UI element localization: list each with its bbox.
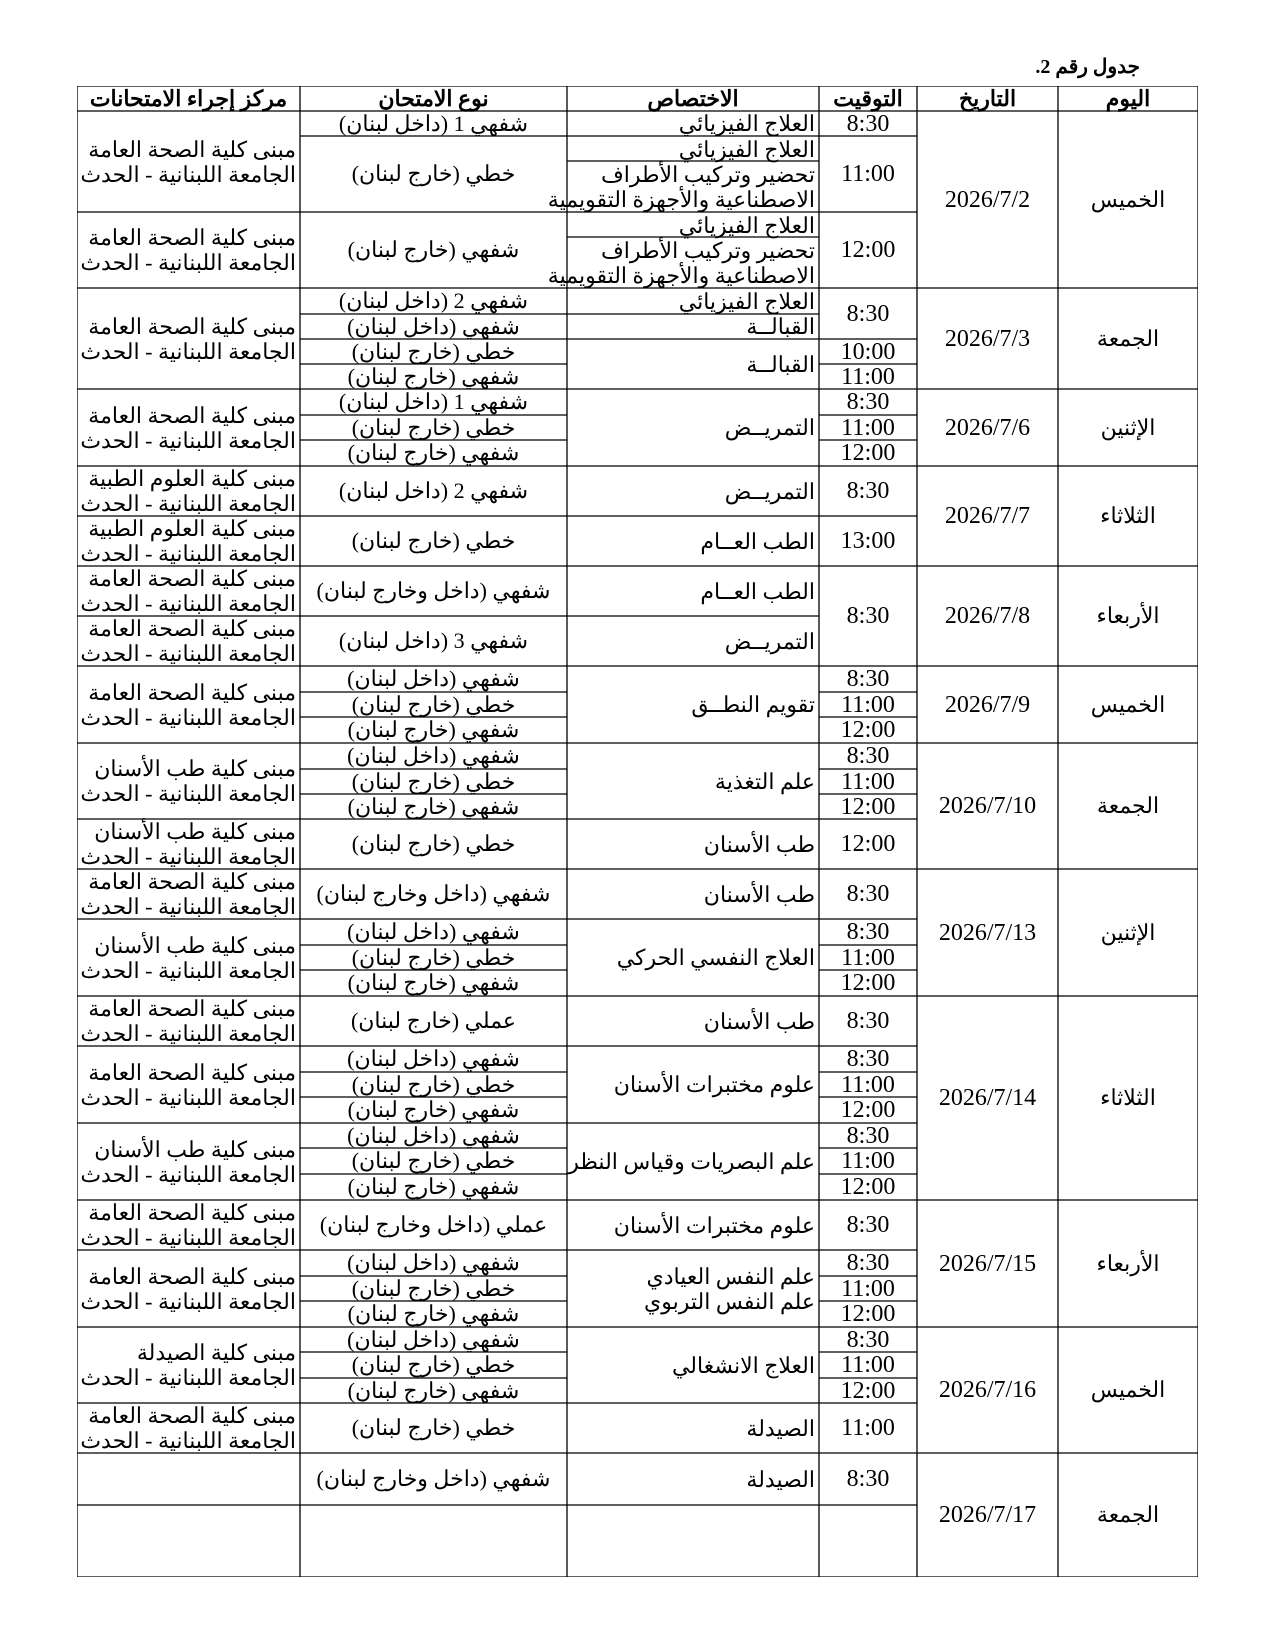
exam-type-cell: شفهي (خارج لبنان): [347, 793, 520, 819]
center-cell: [80, 869, 296, 919]
exam-type-cell: شفهي (داخل لبنان): [347, 919, 520, 944]
time-cell: 8:30: [846, 1046, 890, 1072]
exam-type-cell: خطي (خارج لبنان): [351, 768, 516, 794]
exam-type-cell: شفهي (داخل لبنان): [347, 313, 520, 339]
time-cell: 10:00: [840, 338, 896, 365]
specialty-cell: [704, 819, 815, 869]
cell-line: علم البصريات وقياس النظر: [568, 1149, 815, 1174]
time-cell: 12:00: [840, 793, 896, 820]
cell-line: مبنى كلية الصحة العامة: [88, 1403, 296, 1428]
cell-line: الصيدلة: [746, 1415, 815, 1441]
time-cell: 12:00: [840, 1097, 896, 1123]
specialty-cell: [725, 616, 815, 666]
exam-type-cell: خطي (خارج لبنان): [351, 691, 516, 717]
center-cell: [80, 819, 296, 869]
cell-line: التمريــض: [724, 628, 815, 654]
header-specialty: الاختصاص: [647, 86, 739, 111]
cell-line: مبنى كلية طب الأسنان: [94, 932, 296, 958]
center-cell: [80, 743, 296, 819]
exam-type-cell: شفهي (خارج لبنان): [347, 363, 520, 389]
center-cell: [80, 1250, 296, 1327]
cell-line: التمريــض: [724, 415, 815, 440]
header-exam-type: نوع الامتحان: [378, 86, 489, 111]
date-cell: 2026/7/2: [944, 186, 1031, 213]
time-cell: 11:00: [841, 161, 895, 187]
center-cell: [80, 1123, 296, 1200]
time-cell: 12:00: [840, 970, 896, 996]
cell-line: طب الأسنان: [703, 881, 815, 907]
exam-type-cell: خطي (خارج لبنان): [351, 338, 516, 364]
day-cell: الأربعاء: [1096, 603, 1160, 628]
day-cell: الثلاثاء: [1100, 503, 1156, 528]
date-cell: 2026/7/3: [944, 325, 1031, 352]
exam-type-cell: شفهي (داخل لبنان): [347, 666, 520, 691]
exam-type-cell: شفهي (خارج لبنان): [347, 970, 520, 995]
exam-type-cell: شفهي (داخل لبنان): [347, 1326, 520, 1352]
cell-line: العلاج النفسي الحركي: [616, 945, 815, 970]
specialty-cell: [691, 666, 815, 743]
exam-type-cell: خطي (خارج لبنان): [351, 1352, 516, 1377]
time-cell: 11:00: [841, 1352, 895, 1378]
time-cell: 8:30: [846, 881, 890, 907]
date-cell: 2026/7/6: [944, 414, 1031, 441]
specialty-cell: [548, 136, 815, 212]
specialty-cell: [617, 919, 815, 996]
exam-type-cell: شفهي (داخل لبنان): [347, 1122, 520, 1148]
cell-line: الجامعة اللبنانية - الحدث: [80, 591, 296, 616]
cell-line: الجامعة اللبنانية - الحدث: [80, 1225, 296, 1250]
exam-type-cell: خطي (خارج لبنان): [351, 414, 516, 440]
day-cell: الثلاثاء: [1100, 1085, 1156, 1110]
cell-line: مبنى كلية الصحة العامة: [88, 869, 296, 894]
specialty-cell: [614, 1046, 815, 1123]
center-cell: [80, 1327, 296, 1403]
exam-type-cell: شفهي (خارج لبنان): [347, 440, 520, 465]
cell-line: علوم مختبرات الأسنان: [613, 1072, 815, 1097]
date-cell: 2026/7/13: [938, 919, 1037, 946]
time-cell: 8:30: [846, 743, 890, 769]
specialty-cell: [725, 466, 815, 516]
center-cell: [80, 1403, 296, 1453]
exam-type-cell: شفهي (داخل وخارج لبنان): [316, 578, 551, 603]
time-cell: 8:30: [846, 666, 890, 692]
cell-line: الجامعة اللبنانية - الحدث: [80, 844, 296, 869]
specialty-cell: [679, 111, 815, 136]
cell-line: الصيدلة: [746, 1466, 815, 1492]
exam-type-cell: شفهي 2 (داخل لبنان): [338, 478, 529, 503]
exam-type-cell: شفهي (داخل وخارج لبنان): [316, 881, 551, 906]
cell-line: مبنى كلية الصحة العامة: [88, 1263, 296, 1289]
time-cell: 11:00: [841, 1071, 895, 1098]
exam-type-cell: شفهي (داخل لبنان): [347, 1046, 520, 1071]
time-cell: 8:30: [846, 1122, 890, 1149]
time-cell: 8:30: [846, 1212, 890, 1238]
cell-line: مبنى كلية طب الأسنان: [94, 819, 296, 844]
date-cell: 2026/7/17: [938, 1502, 1037, 1528]
exam-type-cell: شفهي (داخل لبنان): [347, 1250, 520, 1275]
center-cell: [80, 666, 296, 743]
day-cell: الجمعة: [1096, 1502, 1160, 1527]
exam-type-cell: خطي (خارج لبنان): [351, 1071, 516, 1097]
time-cell: 12:00: [840, 440, 896, 466]
day-cell: الإثنين: [1100, 919, 1156, 945]
exam-type-cell: شفهي (داخل وخارج لبنان): [316, 1466, 551, 1491]
time-cell: 12:00: [840, 237, 896, 263]
exam-type-cell: خطي (خارج لبنان): [351, 1148, 516, 1173]
specialty-cell: [568, 1123, 815, 1200]
cell-line: مبنى كلية الصحة العامة: [88, 402, 296, 428]
center-cell: [80, 466, 296, 516]
specialty-cell: [614, 1200, 815, 1250]
specialty-cell: [679, 288, 815, 314]
cell-line: مبنى كلية الصحة العامة: [88, 1059, 296, 1085]
time-cell: 8:30: [846, 389, 890, 415]
cell-line: العلاج الانشغالي: [671, 1352, 815, 1378]
cell-line: طب الأسنان: [703, 831, 815, 857]
cell-line: الجامعة اللبنانية - الحدث: [80, 427, 296, 453]
exam-type-cell: شفهي (خارج لبنان): [347, 1097, 520, 1122]
specialty-cell: [704, 869, 815, 919]
time-cell: 11:00: [841, 691, 895, 718]
center-cell: [80, 1046, 296, 1123]
cell-line: الجامعة اللبنانية - الحدث: [80, 894, 296, 919]
time-cell: 12:00: [840, 717, 896, 743]
date-cell: 2026/7/7: [944, 503, 1031, 529]
date-cell: 2026/7/9: [944, 691, 1031, 718]
cell-line: علم النفس التربوي: [644, 1288, 815, 1314]
cell-line: مبنى كلية طب الأسنان: [94, 756, 296, 781]
time-cell: 11:00: [841, 1275, 895, 1302]
cell-line: طب الأسنان: [703, 1008, 815, 1034]
exam-type-cell: شفهي (خارج لبنان): [347, 1377, 520, 1403]
cell-line: مبنى كلية الصحة العامة: [88, 313, 296, 339]
cell-line: الجامعة اللبنانية - الحدث: [80, 1365, 296, 1390]
cell-line: الجامعة اللبنانية - الحدث: [80, 491, 296, 516]
specialty-cell: [700, 566, 815, 616]
cell-line: الجامعة اللبنانية - الحدث: [80, 250, 296, 275]
exam-type-cell: شفهي (خارج لبنان): [347, 1301, 520, 1326]
cell-line: الجامعة اللبنانية - الحدث: [80, 338, 296, 364]
exam-type-cell: شفهي (خارج لبنان): [347, 717, 520, 742]
center-cell: [80, 212, 296, 288]
time-cell: 8:30: [846, 1008, 890, 1034]
center-cell: [80, 996, 296, 1046]
exam-type-cell: عملي (داخل وخارج لبنان): [319, 1212, 548, 1237]
cell-line: العلاج الفيزيائي: [678, 111, 815, 136]
cell-line: مبنى كلية العلوم الطبية: [88, 516, 296, 541]
date-cell: 2026/7/8: [944, 603, 1031, 629]
time-cell: 13:00: [840, 528, 896, 554]
cell-line: مبنى كلية طب الأسنان: [94, 1136, 296, 1162]
exam-type-cell: خطي (خارج لبنان): [351, 528, 516, 553]
cell-line: الجامعة اللبنانية - الحدث: [80, 704, 296, 730]
cell-line: الطب العــام: [700, 528, 815, 554]
date-cell: 2026/7/10: [938, 793, 1037, 819]
day-cell: الخميس: [1090, 186, 1166, 212]
cell-line: مبنى كلية الصحة العامة: [88, 1200, 296, 1225]
day-cell: الجمعة: [1096, 793, 1160, 818]
cell-line: الجامعة اللبنانية - الحدث: [80, 1084, 296, 1110]
exam-type-cell: شفهي 1 (داخل لبنان): [338, 389, 529, 414]
exam-type-cell: شفهي 1 (داخل لبنان): [338, 110, 529, 136]
exam-type-cell: شفهي (خارج لبنان): [347, 237, 520, 262]
specialty-cell: [672, 1327, 815, 1403]
header-time: التوقيت: [833, 86, 903, 111]
time-cell: 11:00: [841, 1415, 895, 1441]
time-cell: 11:00: [841, 944, 895, 971]
cell-line: الجامعة اللبنانية - الحدث: [80, 1288, 296, 1314]
time-cell: 12:00: [840, 1174, 896, 1200]
time-cell: 11:00: [841, 768, 895, 795]
header-center: مركز إجراء الامتحانات: [89, 86, 288, 111]
cell-line: مبنى كلية الصحة العامة: [88, 566, 296, 591]
day-cell: الجمعة: [1096, 325, 1160, 351]
exam-type-cell: شفهي 2 (داخل لبنان): [338, 288, 529, 313]
day-cell: الخميس: [1090, 1377, 1166, 1402]
center-cell: [80, 919, 296, 996]
cell-line: مبنى كلية الصحة العامة: [88, 225, 296, 250]
cell-line: تحضير وتركيب الأطراف: [600, 237, 815, 263]
cell-line: القبالــة: [746, 351, 815, 377]
cell-line: علوم مختبرات الأسنان: [613, 1212, 815, 1238]
time-cell: 8:30: [846, 1326, 890, 1353]
date-cell: 2026/7/14: [938, 1085, 1037, 1111]
cell-line: مبنى كلية العلوم الطبية: [88, 466, 296, 491]
time-cell: 11:00: [841, 1148, 895, 1174]
time-cell: 8:30: [846, 1250, 890, 1276]
table-caption: جدول رقم 2.: [1035, 56, 1140, 78]
cell-line: الجامعة اللبنانية - الحدث: [80, 1428, 296, 1453]
exam-type-cell: خطي (خارج لبنان): [351, 1415, 516, 1440]
cell-line: الجامعة اللبنانية - الحدث: [80, 1161, 296, 1187]
center-cell: [80, 516, 296, 566]
cell-line: الجامعة اللبنانية - الحدث: [80, 161, 296, 187]
header-date: التاريخ: [958, 86, 1017, 111]
day-cell: الأربعاء: [1096, 1250, 1160, 1276]
center-cell: [80, 111, 296, 212]
cell-line: الجامعة اللبنانية - الحدث: [80, 781, 296, 806]
cell-line: علم النفس العيادي: [646, 1263, 815, 1289]
exam-type-cell: خطي (خارج لبنان): [351, 944, 516, 970]
specialty-cell: [725, 389, 815, 466]
cell-line: تقويم النطــق: [691, 692, 815, 717]
cell-line: الطب العــام: [700, 578, 815, 604]
cell-line: الجامعة اللبنانية - الحدث: [80, 641, 296, 666]
time-cell: 8:30: [846, 1466, 890, 1492]
cell-line: علم التغذية: [714, 768, 815, 794]
time-cell: 11:00: [841, 414, 895, 441]
cell-line: الاصطناعية والأجهزة التقويمية: [547, 186, 815, 212]
cell-line: التمريــض: [724, 478, 815, 504]
exam-type-cell: خطي (خارج لبنان): [351, 161, 516, 186]
specialty-cell: [700, 516, 815, 566]
center-cell: [80, 288, 296, 389]
exam-type-cell: عملي (خارج لبنان): [350, 1008, 517, 1033]
exam-type-cell: شفهي 3 (داخل لبنان): [338, 628, 529, 653]
specialty-cell: [746, 339, 815, 389]
cell-line: مبنى كلية الصحة العامة: [88, 136, 296, 162]
time-cell: 12:00: [840, 831, 896, 857]
time-cell: 12:00: [840, 1301, 896, 1327]
cell-line: الجامعة اللبنانية - الحدث: [80, 541, 296, 566]
cell-line: العلاج الفيزيائي: [678, 212, 815, 238]
specialty-cell: [746, 1453, 815, 1505]
cell-line: مبنى كلية الصحة العامة: [88, 616, 296, 641]
exam-type-cell: خطي (خارج لبنان): [351, 1275, 516, 1301]
specialty-cell: [746, 1403, 815, 1453]
date-cell: 2026/7/16: [938, 1377, 1037, 1403]
cell-line: الاصطناعية والأجهزة التقويمية: [547, 262, 815, 288]
time-cell: 8:30: [846, 300, 890, 327]
time-cell: 12:00: [840, 1377, 896, 1404]
cell-line: الجامعة اللبنانية - الحدث: [80, 1021, 296, 1046]
time-cell: 8:30: [846, 919, 890, 945]
day-cell: الخميس: [1090, 691, 1166, 717]
specialty-cell: [644, 1250, 815, 1327]
center-cell: [80, 616, 296, 666]
exam-schedule-table: [77, 86, 1198, 1577]
cell-line: تحضير وتركيب الأطراف: [600, 161, 815, 187]
date-cell: 2026/7/15: [938, 1250, 1037, 1277]
center-cell: [80, 1200, 296, 1250]
exam-type-cell: شفهي (خارج لبنان): [347, 1174, 520, 1199]
center-cell: [80, 389, 296, 466]
cell-line: الجامعة اللبنانية - الحدث: [80, 957, 296, 983]
cell-line: مبنى كلية الصحة العامة: [88, 679, 296, 705]
cell-line: مبنى كلية الصحة العامة: [88, 996, 296, 1021]
time-cell: 11:00: [841, 363, 895, 390]
header-day: اليوم: [1105, 86, 1151, 111]
time-cell: 8:30: [846, 110, 890, 137]
time-cell: 8:30: [846, 603, 890, 629]
cell-line: مبنى كلية الصيدلة: [136, 1340, 296, 1365]
specialty-cell: [704, 996, 815, 1046]
specialty-cell: [715, 743, 815, 819]
cell-line: العلاج الفيزيائي: [678, 136, 815, 162]
center-cell: [80, 566, 296, 616]
specialty-cell: [548, 212, 815, 288]
cell-line: القبالــة: [746, 314, 815, 339]
exam-type-cell: خطي (خارج لبنان): [351, 831, 516, 856]
specialty-cell: [746, 314, 815, 339]
cell-line: العلاج الفيزيائي: [678, 288, 815, 314]
day-cell: الإثنين: [1100, 414, 1156, 440]
time-cell: 8:30: [846, 478, 890, 504]
exam-type-cell: شفهي (داخل لبنان): [347, 743, 520, 768]
